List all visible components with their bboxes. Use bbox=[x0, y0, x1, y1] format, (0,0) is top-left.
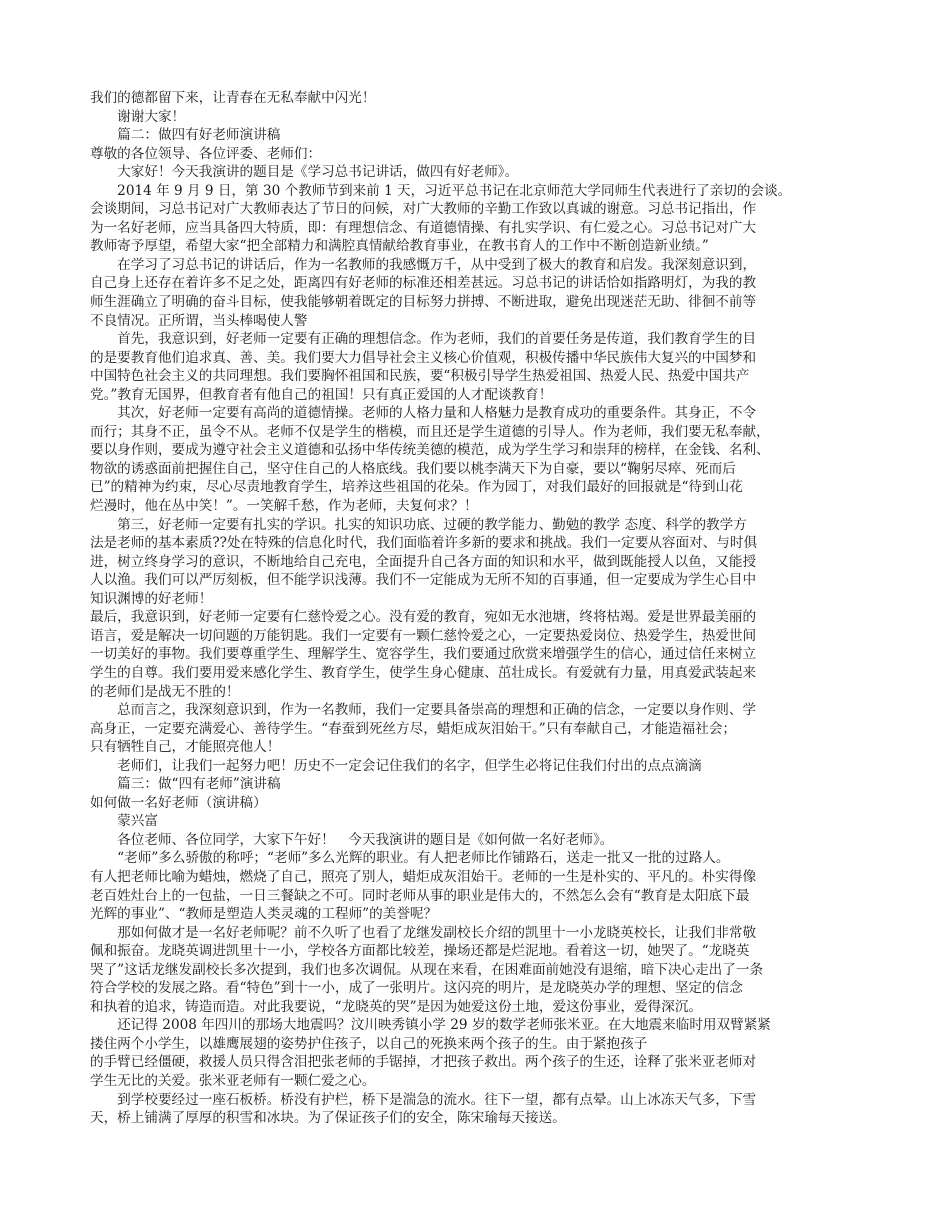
text-line: 进，树立终身学习的意识，不断地给自己充电，全面提升自己各方面的知识和水平，做到既能授人以鱼，又能授 bbox=[90, 553, 757, 570]
text-line: 到学校要经过一座石板桥。桥没有护栏，桥下是湍急的流水。往下一望，都有点晕。山上冰冻天气多，下雪 bbox=[90, 1091, 757, 1108]
text-line: 物欲的诱惑面前把握住自己，坚守住自己的人格底线。我们要以桃李满天下为自豪，要以“鞠躬尽瘁、死而后 bbox=[90, 460, 736, 477]
text-line: 学生无比的关爱。张米亚老师有一颗仁爱之心。 bbox=[90, 1072, 376, 1089]
text-line: 知识渊博的好老师！ bbox=[90, 590, 213, 607]
text-line: 烂漫时，他在丛中笑！”。一笑解千愁，作为老师，夫复何求？！ bbox=[90, 498, 478, 515]
text-line: 光辉的事业”、“教师是塑造人类灵魂的工程师”的美誉呢？ bbox=[90, 906, 438, 923]
text-line: 要以身作则，要成为遵守社会主义道德和弘扬中华传统美德的模范，成为学生学习和崇拜的榜样，在金钱、名利、 bbox=[90, 442, 770, 459]
text-line: 佩和振奋。龙晓英调进凯里十一小，学校各方面都比较差，操场还都是烂泥地。看着这一切，她哭了。“龙晓英 bbox=[90, 943, 750, 960]
text-line: “老师”多么骄傲的称呼；“老师”多么光辉的职业。有人把老师比作铺路石，送走一批又一批的过路人。 bbox=[90, 850, 730, 867]
text-line: 尊敬的各位领导、各位评委、老师们： bbox=[90, 145, 322, 162]
text-line: 自己身上还存在着许多不足之处，距离四有好老师的标准还相差甚远。习总书记的讲话恰如指路明灯，为我的教 bbox=[90, 275, 757, 292]
text-line: 高身正，一定要充满爱心、善待学生。“春蚕到死丝方尽，蜡炬成灰泪始干。”只有奉献自己，才能造福社会； bbox=[90, 720, 737, 737]
text-line: 的老师们是战无不胜的！ bbox=[90, 683, 240, 700]
text-line: 语言，爱是解决一切问题的万能钥匙。我们一定要有一颗仁慈怜爱之心，一定要热爱岗位、热爱学生，热爱世间 bbox=[90, 627, 757, 644]
text-line: 会谈期间，习总书记对广大教师表达了节日的问候，对广大教师的辛勤工作致以真诚的谢意。习总书记指出，作 bbox=[90, 201, 757, 218]
document-page bbox=[90, 89, 872, 1128]
text-line: 各位老师、各位同学，大家下午好！ 今天我演讲的题目是《如何做一名好老师》。 bbox=[90, 831, 614, 848]
text-line: 最后，我意识到，好老师一定要有仁慈怜爱之心。没有爱的教育，宛如无水池塘，终将枯竭。爱是世界最美丽的 bbox=[90, 609, 757, 626]
text-line: 谢谢大家！ bbox=[90, 108, 186, 125]
text-line: 教师寄予厚望，希望大家“把全部精力和满腔真情献给教育事业，在教书育人的工作中不断创造新业绩。” bbox=[90, 238, 709, 255]
text-line: 有人把老师比喻为蜡烛，燃烧了自己，照亮了别人，蜡炬成灰泪始干。老师的一生是朴实的、平凡的。朴实得像 bbox=[90, 868, 757, 885]
text-line: 还记得 2008 年四川的那场大地震吗？汶川映秀镇小学 29 岁的数学老师张米亚。在大地震来临时用双臂紧紧 bbox=[90, 1017, 771, 1034]
text-line: 第三，好老师一定要有扎实的学识。扎实的知识功底、过硬的教学能力、勤勉的教学 态度、科学的教学方 bbox=[90, 516, 747, 533]
text-line: 的是要教育他们追求真、善、美。我们要大力倡导社会主义核心价值观，积极传播中华民族伟大复兴的中国梦和 bbox=[90, 349, 757, 366]
text-line: 只有牺牲自己，才能照亮他人！ bbox=[90, 739, 281, 756]
text-line: 法是老师的基本素质??处在特殊的信息化时代，我们面临着许多新的要求和挑战。我们一定要从容面对、与时俱 bbox=[90, 535, 758, 552]
text-line: 符合学校的发展之路。看“特色”到十一小，成了一张明片。这闪亮的明片，是龙晓英办学的理想、坚定的信念 bbox=[90, 980, 743, 997]
text-line: 在学习了习总书记的讲话后，作为一名教师的我感慨万千，从中受到了极大的教育和启发。我深刻意识到， bbox=[90, 256, 757, 273]
text-line: 蒙兴富 bbox=[90, 813, 158, 830]
text-line: 篇二：做四有好老师演讲稿 bbox=[90, 127, 281, 144]
text-line: 那如何做才是一名好老师呢？前不久听了也看了龙继发副校长介绍的凯里十一小龙晓英校长，让我们非常敬 bbox=[90, 924, 757, 941]
text-line: 搂住两个小学生，以雄鹰展翅的姿势护住孩子，以自己的死换来两个孩子的生。由于紧抱孩子 bbox=[90, 1035, 648, 1052]
text-line: 人以渔。我们可以严厉刻板，但不能学识浅薄。我们不一定能成为无所不知的百事通，但一定要成为学生心目中 bbox=[90, 572, 757, 589]
text-line: 不良情况。正所谓，当头棒喝使人警 bbox=[90, 312, 308, 329]
text-line: 其次，好老师一定要有高尚的道德情操。老师的人格力量和人格魅力是教育成功的重要条件。其身正，不令 bbox=[90, 405, 757, 422]
text-line: 大家好！今天我演讲的题目是《学习总书记讲话，做四有好老师》。 bbox=[90, 164, 519, 181]
text-line: 已”的精神为约束，尽心尽责地教育学生，培养这些祖国的花朵。作为园丁，对我们最好的回报就是“待到山花 bbox=[90, 479, 743, 496]
text-line: 党。”教育无国界，但教育者有他自己的祖国！只有真正爱国的人才配谈教育！ bbox=[90, 386, 553, 403]
text-line: 总而言之，我深刻意识到，作为一名教师，我们一定要具备崇高的理想和正确的信念，一定要以身作则、学 bbox=[90, 702, 757, 719]
text-line: 中国特色社会主义的共同理想。我们要胸怀祖国和民族，要“积极引导学生热爱祖国、热爱人民、热爱中国共产 bbox=[90, 368, 750, 385]
text-line: 的手臂已经僵硬，救援人员只得含泪把张老师的手锯掉，才把孩子救出。两个孩子的生还，诠释了张米亚老师对 bbox=[90, 1054, 757, 1071]
text-line: 2014 年 9 月 9 日，第 30 个教师节到来前 1 天，习近平总书记在北京师范大学同师生代表进行了亲切的会谈。 bbox=[90, 182, 792, 199]
text-line: 我们的德都留下来，让青春在无私奉献中闪光！ bbox=[90, 90, 376, 106]
text-line: 而行；其身不正，虽令不从。老师不仅是学生的楷模，而且还是学生道德的引导人。作为老师，我们要无私奉献， bbox=[90, 423, 770, 440]
text-line: 首先，我意识到，好老师一定要有正确的理想信念。作为老师，我们的首要任务是传道，我们教育学生的目 bbox=[90, 331, 757, 348]
text-line: 老百姓灶台上的一包盐，一日三餐缺之不可。同时老师从事的职业是伟大的，不然怎么会有“教育是太阳底下最 bbox=[90, 887, 750, 904]
text-line: 师生涯确立了明确的奋斗目标，使我能够朝着既定的目标努力拼搏、不断进取，避免出现迷茫无助、徘徊不前等 bbox=[90, 294, 757, 311]
text-line: 一切美好的事物。我们要尊重学生、理解学生、宽容学生，我们要通过欣赏来增强学生的信心，通过信任来树立 bbox=[90, 646, 757, 663]
text-line: 天，桥上铺满了厚厚的积雪和冰块。为了保证孩子们的安全，陈宋瑜每天接送。 bbox=[90, 1110, 566, 1127]
text-line: 和执着的追求，铸造而造。对此我要说，“龙晓英的哭”是因为她爱这份土地，爱这份事业，爱得深沉。 bbox=[90, 998, 703, 1015]
text-line: 学生的自尊。我们要用爱来感化学生、教育学生，使学生身心健康、茁壮成长。有爱就有力量，用真爱武装起来 bbox=[90, 664, 757, 681]
text-line: 篇三：做“四有老师”演讲稿 bbox=[90, 776, 281, 793]
text-line: 为一名好老师，应当具备四大特质，即：有理想信念、有道德情操、有扎实学识、有仁爱之心。习总书记对广大 bbox=[90, 219, 757, 236]
text-line: 老师们，让我们一起努力吧！历史不一定会记住我们的名字，但学生必将记住我们付出的点点滴滴 bbox=[90, 757, 702, 774]
text-line: 如何做一名好老师（演讲稿） bbox=[90, 794, 267, 811]
text-line: 哭了”这话龙继发副校长多次提到，我们也多次调侃。从现在来看，在困难面前她没有退缩，暗下决心走出了一条 bbox=[90, 961, 764, 978]
